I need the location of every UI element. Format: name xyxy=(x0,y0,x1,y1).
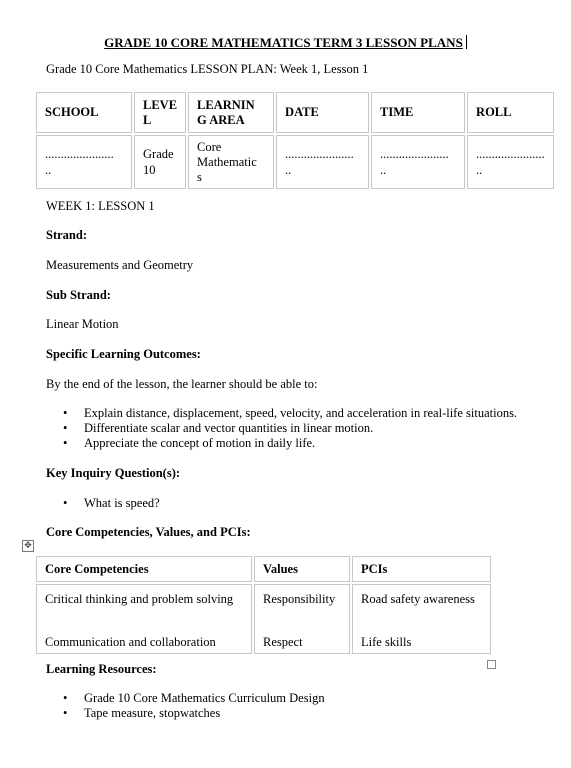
kiq-list xyxy=(46,496,160,511)
slo-label: Specific Learning Outcomes: xyxy=(46,347,201,361)
value-1: Responsibility xyxy=(263,592,336,606)
move-handle-icon[interactable]: ✥ xyxy=(22,540,34,552)
header-date: DATE xyxy=(276,92,369,133)
substrand-label: Sub Strand: xyxy=(46,288,111,302)
value-school[interactable]: ...................... .. xyxy=(36,135,132,189)
values-cell[interactable] xyxy=(254,584,350,654)
slo-intro: By the end of the lesson, the learner should be able to: xyxy=(46,377,318,391)
header-school: SCHOOL xyxy=(36,92,132,133)
week-lesson-heading: WEEK 1: LESSON 1 xyxy=(46,199,155,213)
lesson-info-table[interactable] xyxy=(34,90,556,191)
list-item: • Grade 10 Core Mathematics Curriculum Design xyxy=(46,691,325,706)
value-roll[interactable]: ...................... .. xyxy=(467,135,554,189)
header-learning-area: LEARNIN G AREA xyxy=(188,92,274,133)
competencies-table[interactable] xyxy=(34,554,493,656)
strand-label: Strand: xyxy=(46,228,87,242)
pci-1: Road safety awareness xyxy=(361,592,475,606)
list-item: • Explain distance, displacement, speed, velocity, and acceleration in real-life situations. xyxy=(46,406,517,421)
competency-2: Communication and collaboration xyxy=(45,635,216,649)
resources-label: Learning Resources: xyxy=(46,662,157,676)
list-item: • Appreciate the concept of motion in daily life. xyxy=(46,436,517,451)
resources-list xyxy=(46,691,325,721)
value-date[interactable]: ...................... .. xyxy=(276,135,369,189)
lesson-plan-subtitle: Grade 10 Core Mathematics LESSON PLAN: Week 1, Lesson 1 xyxy=(46,62,369,76)
document-title: GRADE 10 CORE MATHEMATICS TERM 3 LESSON PLANS xyxy=(0,35,571,51)
list-item: • What is speed? xyxy=(46,496,160,511)
value-learning-area[interactable]: Core Mathematic s xyxy=(188,135,274,189)
value-level[interactable]: Grade 10 xyxy=(134,135,186,189)
kiq-label: Key Inquiry Question(s): xyxy=(46,466,181,480)
header-core-competencies: Core Competencies xyxy=(36,556,252,582)
header-time: TIME xyxy=(371,92,465,133)
text-cursor xyxy=(466,35,467,49)
list-item: • Tape measure, stopwatches xyxy=(46,706,325,721)
header-pcis: PCIs xyxy=(352,556,491,582)
pcis-cell[interactable] xyxy=(352,584,491,654)
list-item: • Differentiate scalar and vector quantities in linear motion. xyxy=(46,421,517,436)
value-2: Respect xyxy=(263,635,303,649)
competencies-cell[interactable] xyxy=(36,584,252,654)
pci-2: Life skills xyxy=(361,635,412,649)
competency-1: Critical thinking and problem solving xyxy=(45,592,234,606)
header-roll: ROLL xyxy=(467,92,554,133)
header-values: Values xyxy=(254,556,350,582)
strand-value: Measurements and Geometry xyxy=(46,258,194,272)
substrand-value: Linear Motion xyxy=(46,317,119,331)
slo-list xyxy=(46,406,517,451)
resize-handle-icon[interactable] xyxy=(487,660,496,669)
cvp-label: Core Competencies, Values, and PCIs: xyxy=(46,525,251,539)
value-time[interactable]: ...................... .. xyxy=(371,135,465,189)
header-level: LEVE L xyxy=(134,92,186,133)
